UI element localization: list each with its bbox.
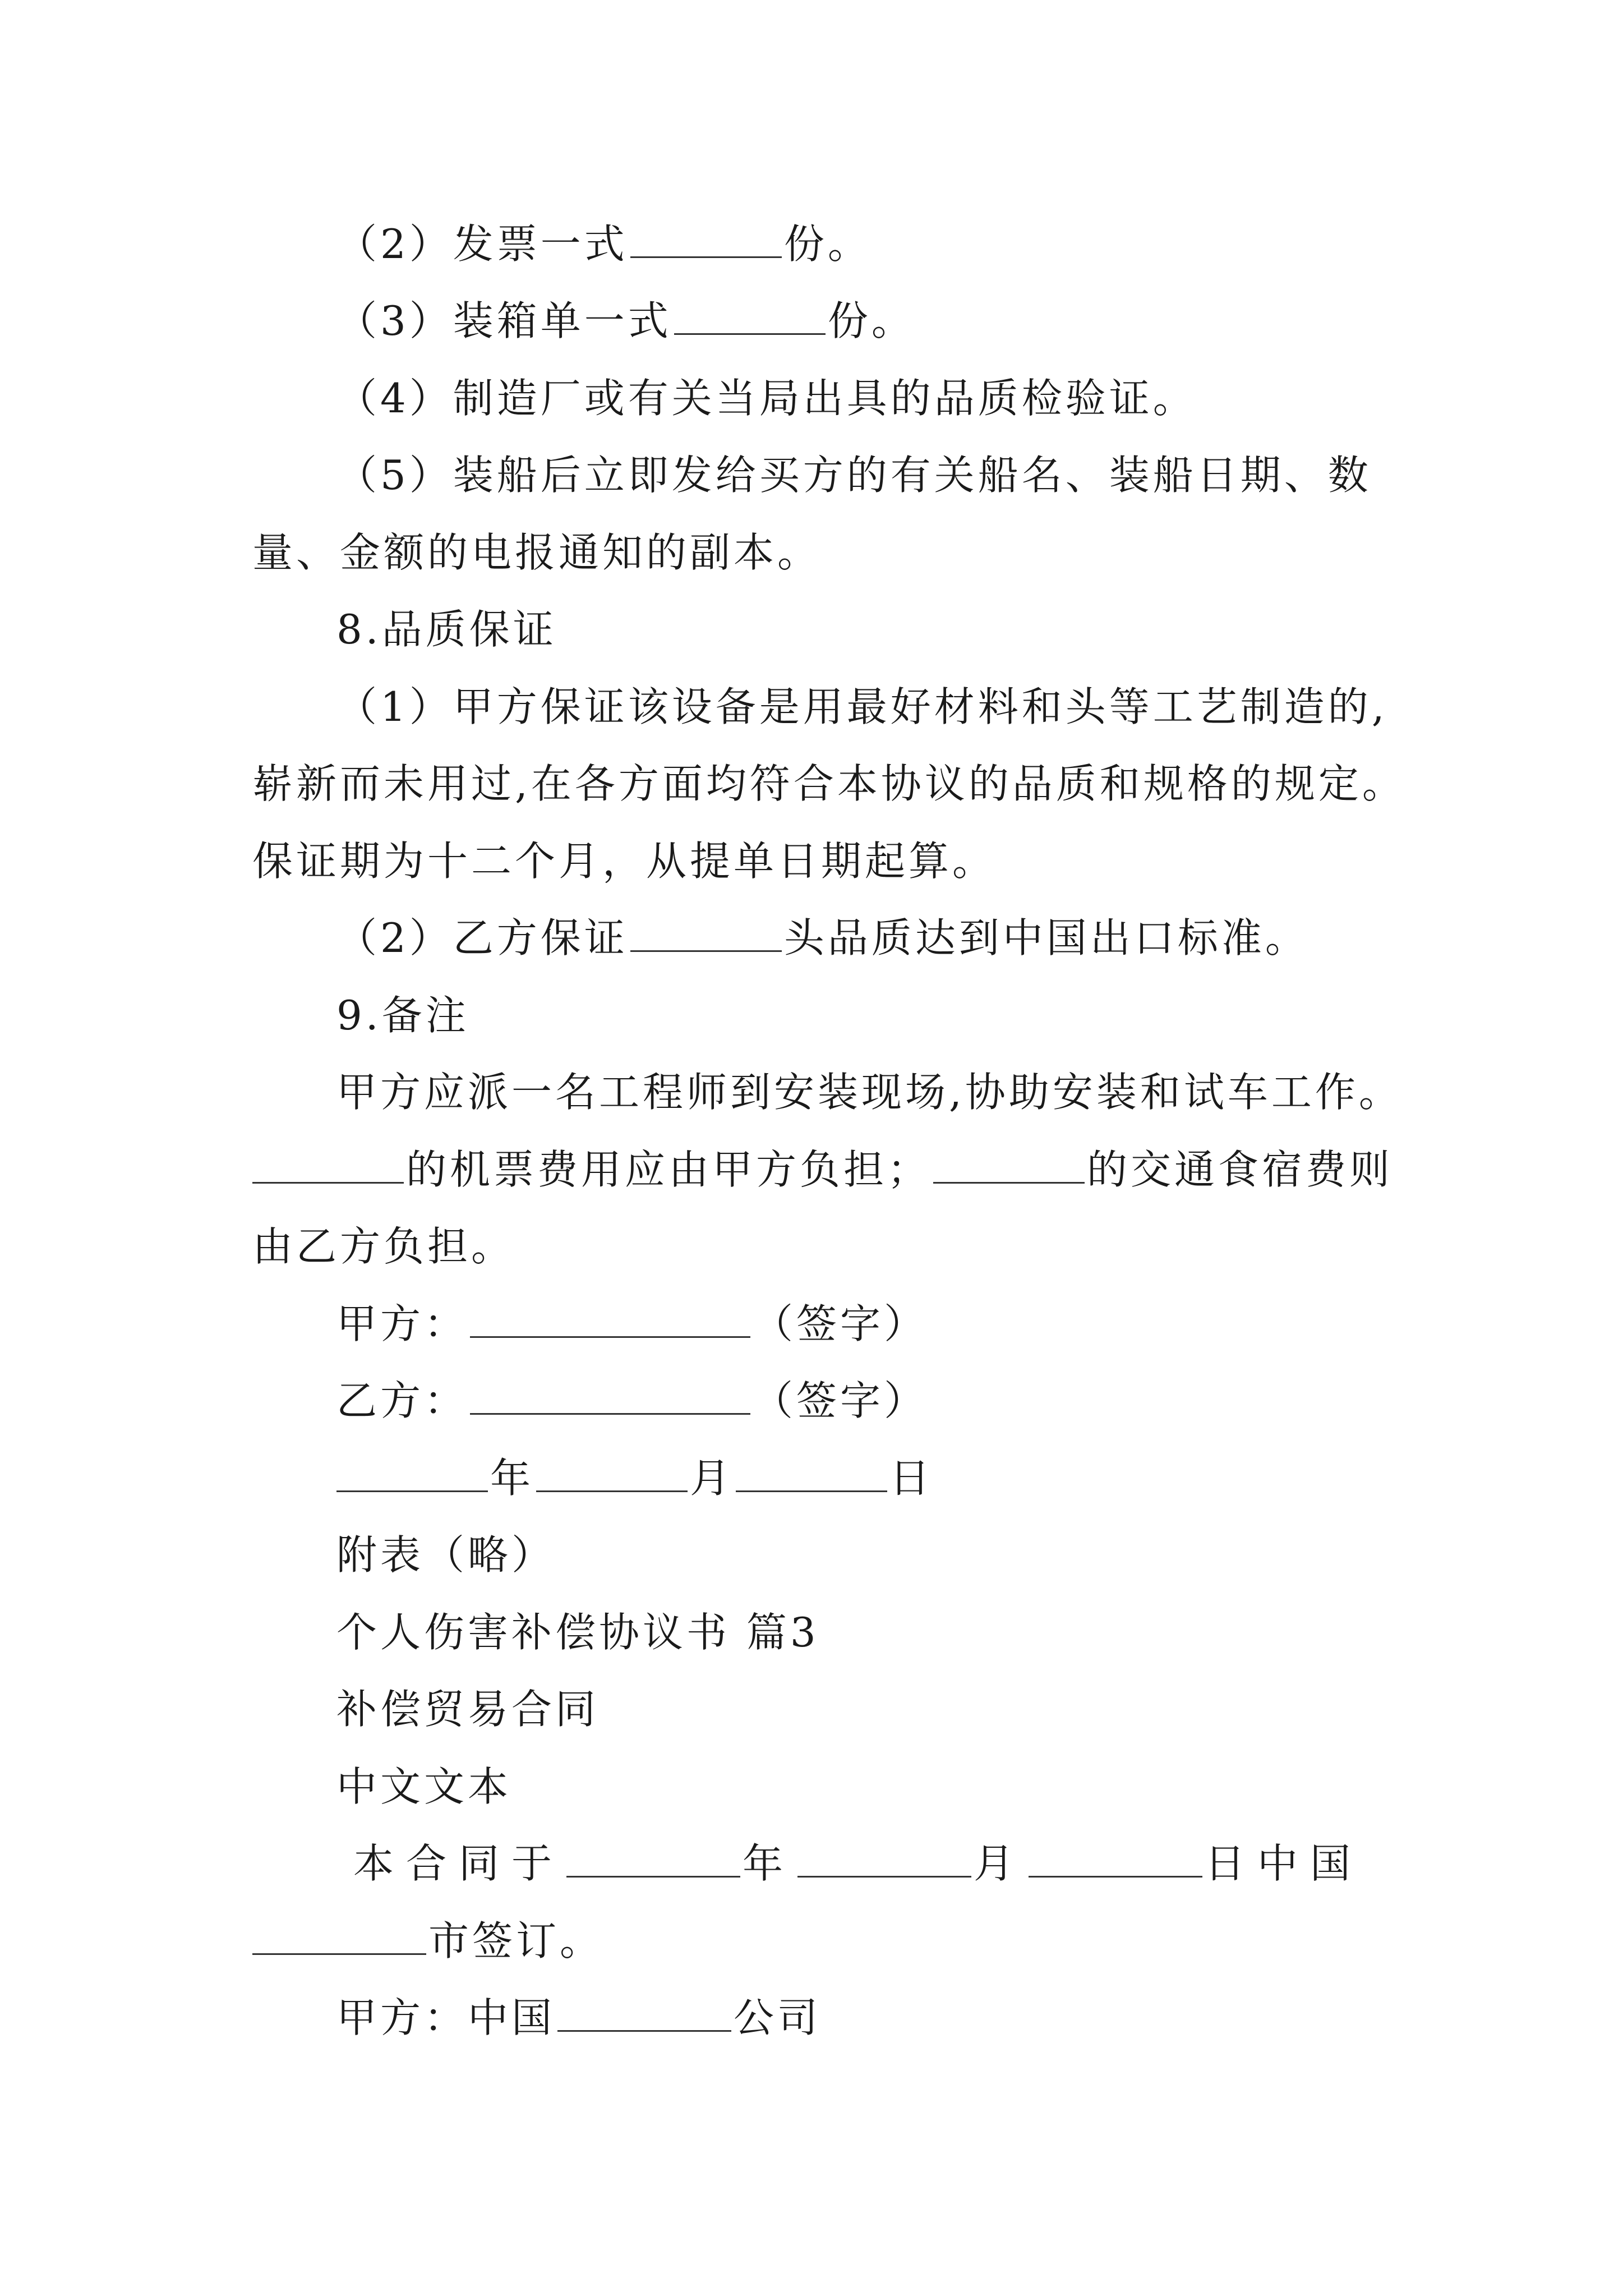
telegram-line-1: （5）装船后立即发给买方的有关船名、装船日期、数 (336, 452, 1372, 499)
section-heading: 8.品质保证 (336, 606, 557, 653)
text: （签字） (753, 1300, 928, 1347)
text: 的交通食宿费则 (1087, 1146, 1394, 1193)
blank-field (557, 1992, 731, 2032)
blank-field (252, 1144, 404, 1184)
paragraph-line: （1）甲方保证该设备是用最好材料和头等工艺制造的, (336, 683, 1388, 730)
blank-field (736, 1452, 887, 1492)
paragraph-line: 甲方应派一名工程师到安装现场,协助安装和试车工作。 (336, 1069, 1403, 1116)
blank-field (674, 295, 826, 335)
blank-field (797, 1838, 971, 1878)
blank-field (566, 1838, 740, 1878)
text: 市签订。 (428, 1917, 604, 1964)
signature-line (336, 1296, 1486, 1352)
quality-cert-line: （4）制造厂或有关当局出具的品质检验证。 (336, 375, 1197, 422)
article-title: 个人伤害补偿协议书 篇3 (336, 1609, 819, 1656)
text: 年 (743, 1840, 796, 1887)
packing-list-line (336, 293, 1486, 349)
appendix-line: 附表（略） (336, 1531, 556, 1579)
paragraph-line: 崭新而未用过,在各方面均符合本协议的品质和规格的规定。 (252, 760, 1406, 807)
contract-title: 补偿贸易合同 (336, 1686, 600, 1733)
blank-field (630, 912, 782, 952)
blank-field (470, 1375, 750, 1415)
date-line (336, 1450, 1486, 1506)
blank-field (336, 1452, 488, 1492)
text: 头品质达到中国出口标准。 (783, 914, 1309, 961)
blank-field (252, 1915, 426, 1955)
text: 日中国 (1205, 1840, 1363, 1887)
blank-field (1029, 1838, 1202, 1878)
signing-place-line (252, 1913, 1402, 1969)
text: （2）发票一式 (336, 220, 628, 268)
blank-field (630, 218, 782, 258)
text: 甲方：中国 (336, 1994, 556, 2041)
blank-field (536, 1452, 688, 1492)
paragraph-line: 由乙方负担。 (252, 1223, 515, 1270)
text: 公司 (734, 1994, 822, 2041)
text: 年 (490, 1455, 534, 1502)
text: （2）乙方保证 (336, 914, 628, 961)
blank-field (933, 1144, 1085, 1184)
paragraph-line (336, 910, 1486, 966)
text: 份。 (783, 220, 872, 268)
text: （3）装箱单一式 (336, 297, 672, 344)
section-heading: 9.备注 (336, 992, 469, 1039)
party-a-line (336, 1990, 1486, 2046)
text: 日 (889, 1455, 934, 1502)
signing-date-line (353, 1835, 1503, 1892)
text: 甲方： (336, 1300, 468, 1347)
text: 份。 (827, 297, 915, 344)
telegram-line-2: 量、金额的电报通知的副本。 (252, 529, 822, 576)
blank-field (470, 1298, 750, 1338)
signature-line (336, 1373, 1486, 1429)
text: 月 (974, 1840, 1027, 1887)
text: 乙方： (336, 1377, 468, 1424)
paragraph-line: 保证期为十二个月，从提单日期起算。 (252, 838, 997, 885)
text: （签字） (753, 1377, 928, 1424)
text: 本合同于 (353, 1840, 565, 1887)
text-version-label: 中文文本 (336, 1763, 512, 1810)
text: 的机票费用应由甲方负担； (406, 1146, 932, 1193)
text: 月 (690, 1455, 734, 1502)
invoice-copies-line (336, 216, 1486, 272)
paragraph-line (252, 1142, 1402, 1198)
